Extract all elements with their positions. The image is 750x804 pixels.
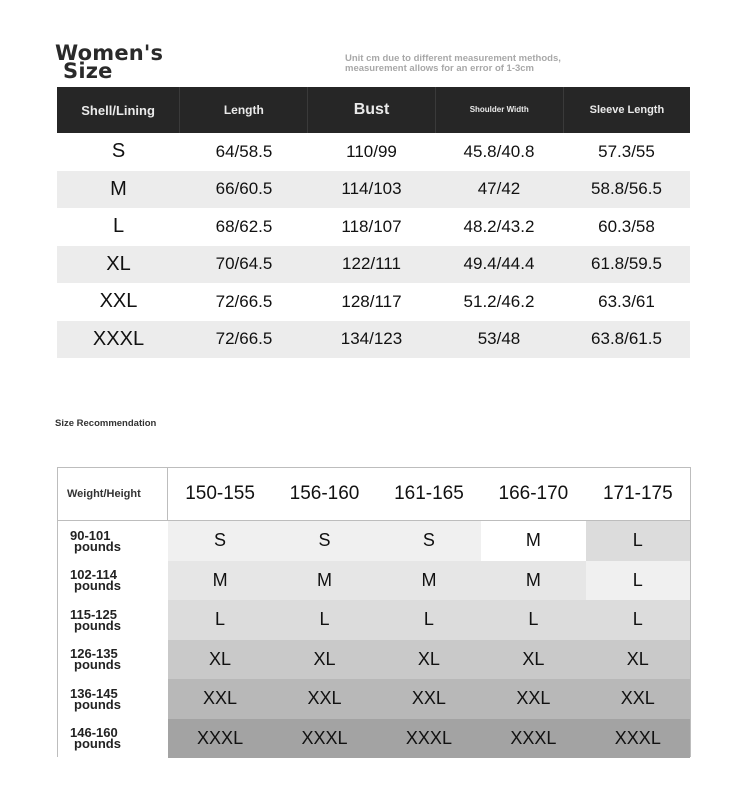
- measurement-cell: 134/123: [340, 329, 403, 349]
- recommended-size-cell: L: [272, 600, 376, 640]
- size-header-cell: Sleeve Length: [589, 104, 665, 116]
- table-row: [57, 246, 690, 284]
- size-header-cell: Shoulder Width: [436, 87, 564, 133]
- weight-height-corner: Weight/Height: [58, 468, 168, 520]
- measurement-cell: 49.4/44.4: [463, 254, 535, 274]
- weight-label: [58, 521, 168, 561]
- note-line-2: measurement allows for an error of 1-3cm: [345, 63, 535, 74]
- recommendation-title: Size Recommendation: [55, 418, 157, 429]
- height-header-cell: 156-160: [289, 483, 360, 504]
- table-row: [58, 679, 690, 719]
- measurement-cell: 66/60.5: [215, 179, 273, 199]
- measurement-cell: 114/103: [341, 179, 402, 199]
- measurement-cell: 68/62.5: [215, 216, 273, 236]
- measurement-note: [345, 54, 561, 74]
- measurement-cell: 118/107: [341, 216, 402, 236]
- weight-unit: pounds: [74, 657, 121, 673]
- recommended-size-cell: M: [481, 521, 585, 561]
- size-label: M: [110, 177, 127, 200]
- recommended-size-cell: L: [586, 521, 690, 561]
- size-table-header: [57, 87, 690, 133]
- recommended-size-cell: M: [272, 561, 376, 601]
- size-table-body: [57, 133, 690, 358]
- weight-unit: pounds: [74, 736, 121, 752]
- recommended-size-cell: XXXL: [168, 719, 272, 759]
- recommendation-header: [58, 468, 690, 521]
- measurement-cell: 63.3/61: [598, 291, 655, 311]
- weight-unit: pounds: [74, 696, 121, 712]
- recommended-size-cell: XXXL: [586, 719, 690, 759]
- recommended-size-cell: L: [481, 600, 585, 640]
- measurement-cell: 70/64.5: [215, 254, 273, 274]
- recommended-size-cell: XXL: [168, 679, 272, 719]
- size-label: S: [111, 140, 126, 163]
- size-label: XXXL: [92, 327, 145, 350]
- height-header-cell: 161-165: [394, 483, 464, 504]
- weight-unit: pounds: [74, 538, 121, 554]
- recommended-size-cell: XXL: [586, 679, 690, 719]
- table-row: [57, 321, 690, 359]
- measurement-cell: 110/99: [346, 141, 397, 161]
- measurement-cell: 51.2/46.2: [463, 291, 535, 311]
- weight-range: 146-160: [70, 725, 118, 741]
- weight-unit: pounds: [74, 617, 121, 633]
- recommended-size-cell: S: [272, 521, 376, 561]
- table-row: [57, 283, 690, 321]
- weight-label: [58, 719, 168, 759]
- recommended-size-cell: XL: [168, 640, 272, 680]
- measurement-cell: 63.8/61.5: [591, 329, 662, 349]
- size-table: [57, 87, 690, 358]
- size-label: L: [112, 215, 125, 238]
- measurement-cell: 47/42: [477, 179, 521, 199]
- table-row: [58, 600, 690, 640]
- size-label: XL: [106, 252, 131, 275]
- measurement-cell: 72/66.5: [215, 329, 273, 349]
- weight-range: 136-145: [70, 685, 118, 701]
- measurement-cell: 128/117: [341, 291, 402, 311]
- recommended-size-cell: XXXL: [377, 719, 481, 759]
- title-line-1: Women's: [55, 41, 164, 65]
- recommended-size-cell: S: [168, 521, 272, 561]
- measurement-cell: 64/58.5: [215, 141, 273, 161]
- measurement-cell: 45.8/40.8: [463, 141, 535, 161]
- recommended-size-cell: XL: [272, 640, 376, 680]
- recommended-size-cell: XXL: [377, 679, 481, 719]
- table-row: [58, 561, 690, 601]
- recommended-size-cell: XL: [481, 640, 585, 680]
- recommended-size-cell: M: [377, 561, 481, 601]
- recommended-size-cell: M: [168, 561, 272, 601]
- recommended-size-cell: XXXL: [272, 719, 376, 759]
- measurement-cell: 122/111: [342, 254, 401, 274]
- measurement-cell: 60.3/58: [598, 216, 655, 236]
- size-header-cell: Bust: [308, 87, 435, 133]
- weight-range: 102-114: [70, 567, 117, 583]
- height-header-cell: 171-175: [602, 483, 673, 504]
- weight-label: [58, 679, 168, 719]
- page-title: [55, 41, 164, 83]
- weight-range: 90-101: [70, 527, 111, 543]
- recommendation-body: [58, 521, 690, 758]
- measurement-cell: 53/48: [477, 329, 521, 349]
- size-label: XXL: [99, 290, 138, 313]
- recommended-size-cell: L: [377, 600, 481, 640]
- measurement-cell: 61.8/59.5: [591, 254, 662, 274]
- table-row: [57, 208, 690, 246]
- weight-range: 126-135: [70, 646, 118, 662]
- title-line-2: Size: [63, 59, 113, 83]
- table-row: [58, 719, 690, 759]
- table-row: [57, 171, 690, 209]
- weight-label: [58, 561, 168, 601]
- recommended-size-cell: XXXL: [481, 719, 585, 759]
- measurement-cell: 57.3/55: [598, 141, 655, 161]
- recommended-size-cell: XXL: [481, 679, 585, 719]
- recommended-size-cell: L: [168, 600, 272, 640]
- measurement-cell: 58.8/56.5: [591, 179, 662, 199]
- weight-unit: pounds: [74, 578, 121, 594]
- measurement-cell: 72/66.5: [215, 291, 273, 311]
- recommended-size-cell: XL: [377, 640, 481, 680]
- size-header-cell: Shell/Lining: [57, 87, 180, 133]
- recommended-size-cell: S: [377, 521, 481, 561]
- note-line-1: Unit cm due to different measurement methods,: [345, 53, 561, 64]
- weight-range: 115-125: [70, 606, 117, 622]
- recommended-size-cell: XXL: [272, 679, 376, 719]
- table-row: [58, 521, 690, 561]
- measurement-cell: 48.2/43.2: [463, 216, 535, 236]
- recommended-size-cell: M: [481, 561, 585, 601]
- recommended-size-cell: L: [586, 561, 690, 601]
- height-header-cell: 166-170: [498, 483, 569, 504]
- table-row: [58, 640, 690, 680]
- recommended-size-cell: L: [586, 600, 690, 640]
- recommended-size-cell: XL: [586, 640, 690, 680]
- weight-label: [58, 600, 168, 640]
- weight-label: [58, 640, 168, 680]
- table-row: [57, 133, 690, 171]
- height-header-cell: 150-155: [185, 483, 255, 504]
- size-header-cell: Length: [180, 87, 308, 133]
- recommendation-table: [57, 467, 691, 757]
